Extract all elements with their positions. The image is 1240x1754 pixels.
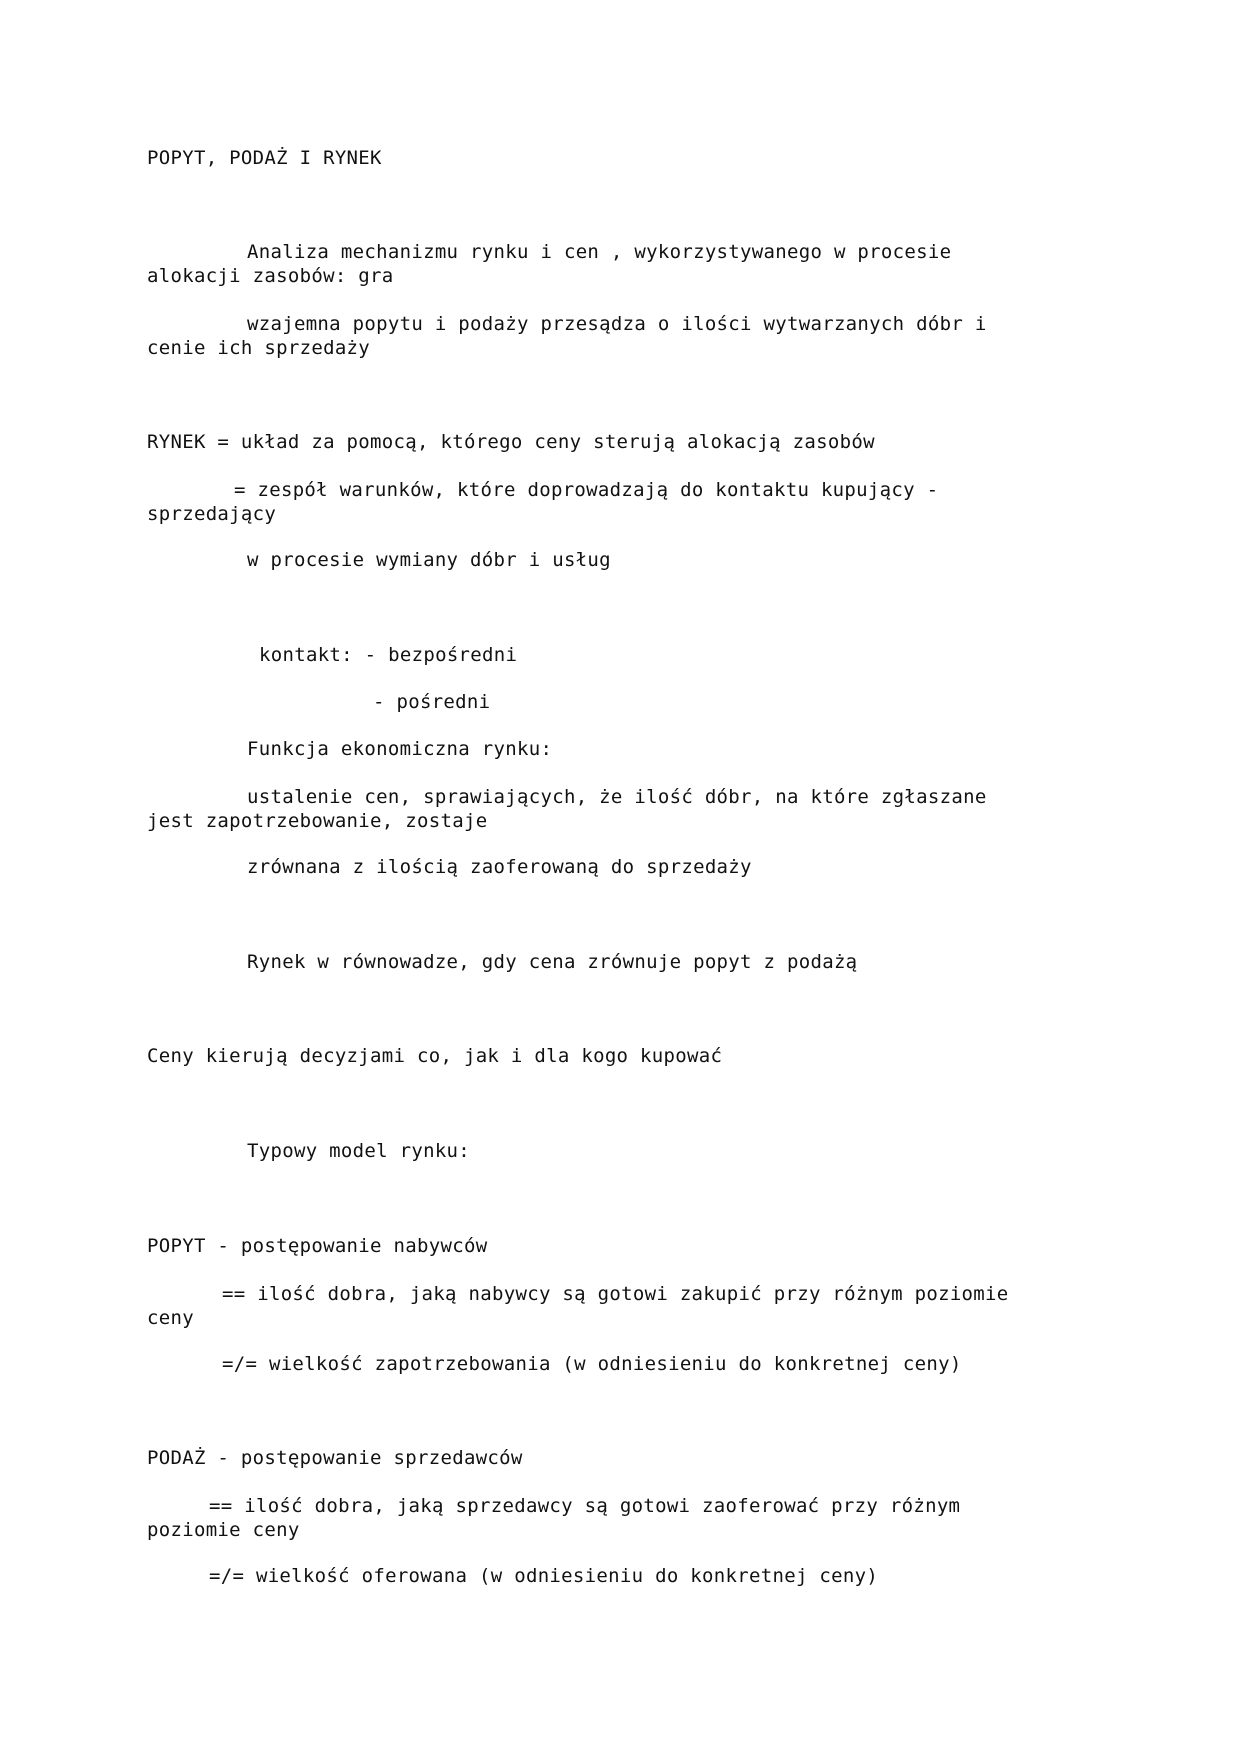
text-line: Ceny kierują decyzjami co, jak i dla kogo kupować xyxy=(147,1045,723,1067)
text-line: sprzedający xyxy=(147,503,277,525)
text-line: = zespół warunków, które doprowadzają do kontaktu kupujący - xyxy=(234,479,939,501)
text-line: zrównana z ilością zaoferowaną do sprzedaży xyxy=(247,856,752,878)
text-line: ustalenie cen, sprawiających, że ilość dóbr, na które zgłaszane xyxy=(247,786,987,808)
text-line: kontakt: - bezpośredni xyxy=(259,644,518,666)
text-line: wzajemna popytu i podaży przesądza o ilości wytwarzanych dóbr i xyxy=(247,313,987,335)
text-line: == ilość dobra, jaką sprzedawcy są gotowi zaoferować przy różnym xyxy=(209,1495,961,1517)
text-line: RYNEK = układ za pomocą, którego ceny sterują alokacją zasobów xyxy=(147,431,875,453)
text-line: cenie ich sprzedaży xyxy=(147,337,371,359)
text-line: == ilość dobra, jaką nabywcy są gotowi zakupić przy różnym poziomie xyxy=(222,1283,1009,1305)
text-line: =/= wielkość zapotrzebowania (w odniesieniu do konkretnej ceny) xyxy=(222,1353,962,1375)
text-line: =/= wielkość oferowana (w odniesieniu do konkretnej ceny) xyxy=(209,1565,879,1587)
text-line: Rynek w równowadze, gdy cena zrównuje popyt z podażą xyxy=(247,951,858,973)
text-line: w procesie wymiany dóbr i usług xyxy=(247,549,611,571)
text-line: jest zapotrzebowanie, zostaje xyxy=(147,810,488,832)
text-line: alokacji zasobów: gra xyxy=(147,265,394,287)
text-line: PODAŻ - postępowanie sprzedawców xyxy=(147,1447,523,1469)
text-line: Funkcja ekonomiczna rynku: xyxy=(247,738,553,760)
text-line: POPYT - postępowanie nabywców xyxy=(147,1235,488,1257)
text-line: - pośredni xyxy=(373,691,491,713)
document-title: POPYT, PODAŻ I RYNEK xyxy=(147,147,382,169)
text-line: ceny xyxy=(147,1307,194,1329)
text-line: Typowy model rynku: xyxy=(247,1140,471,1162)
text-line: poziomie ceny xyxy=(147,1519,300,1541)
text-line: Analiza mechanizmu rynku i cen , wykorzystywanego w procesie xyxy=(247,241,952,263)
